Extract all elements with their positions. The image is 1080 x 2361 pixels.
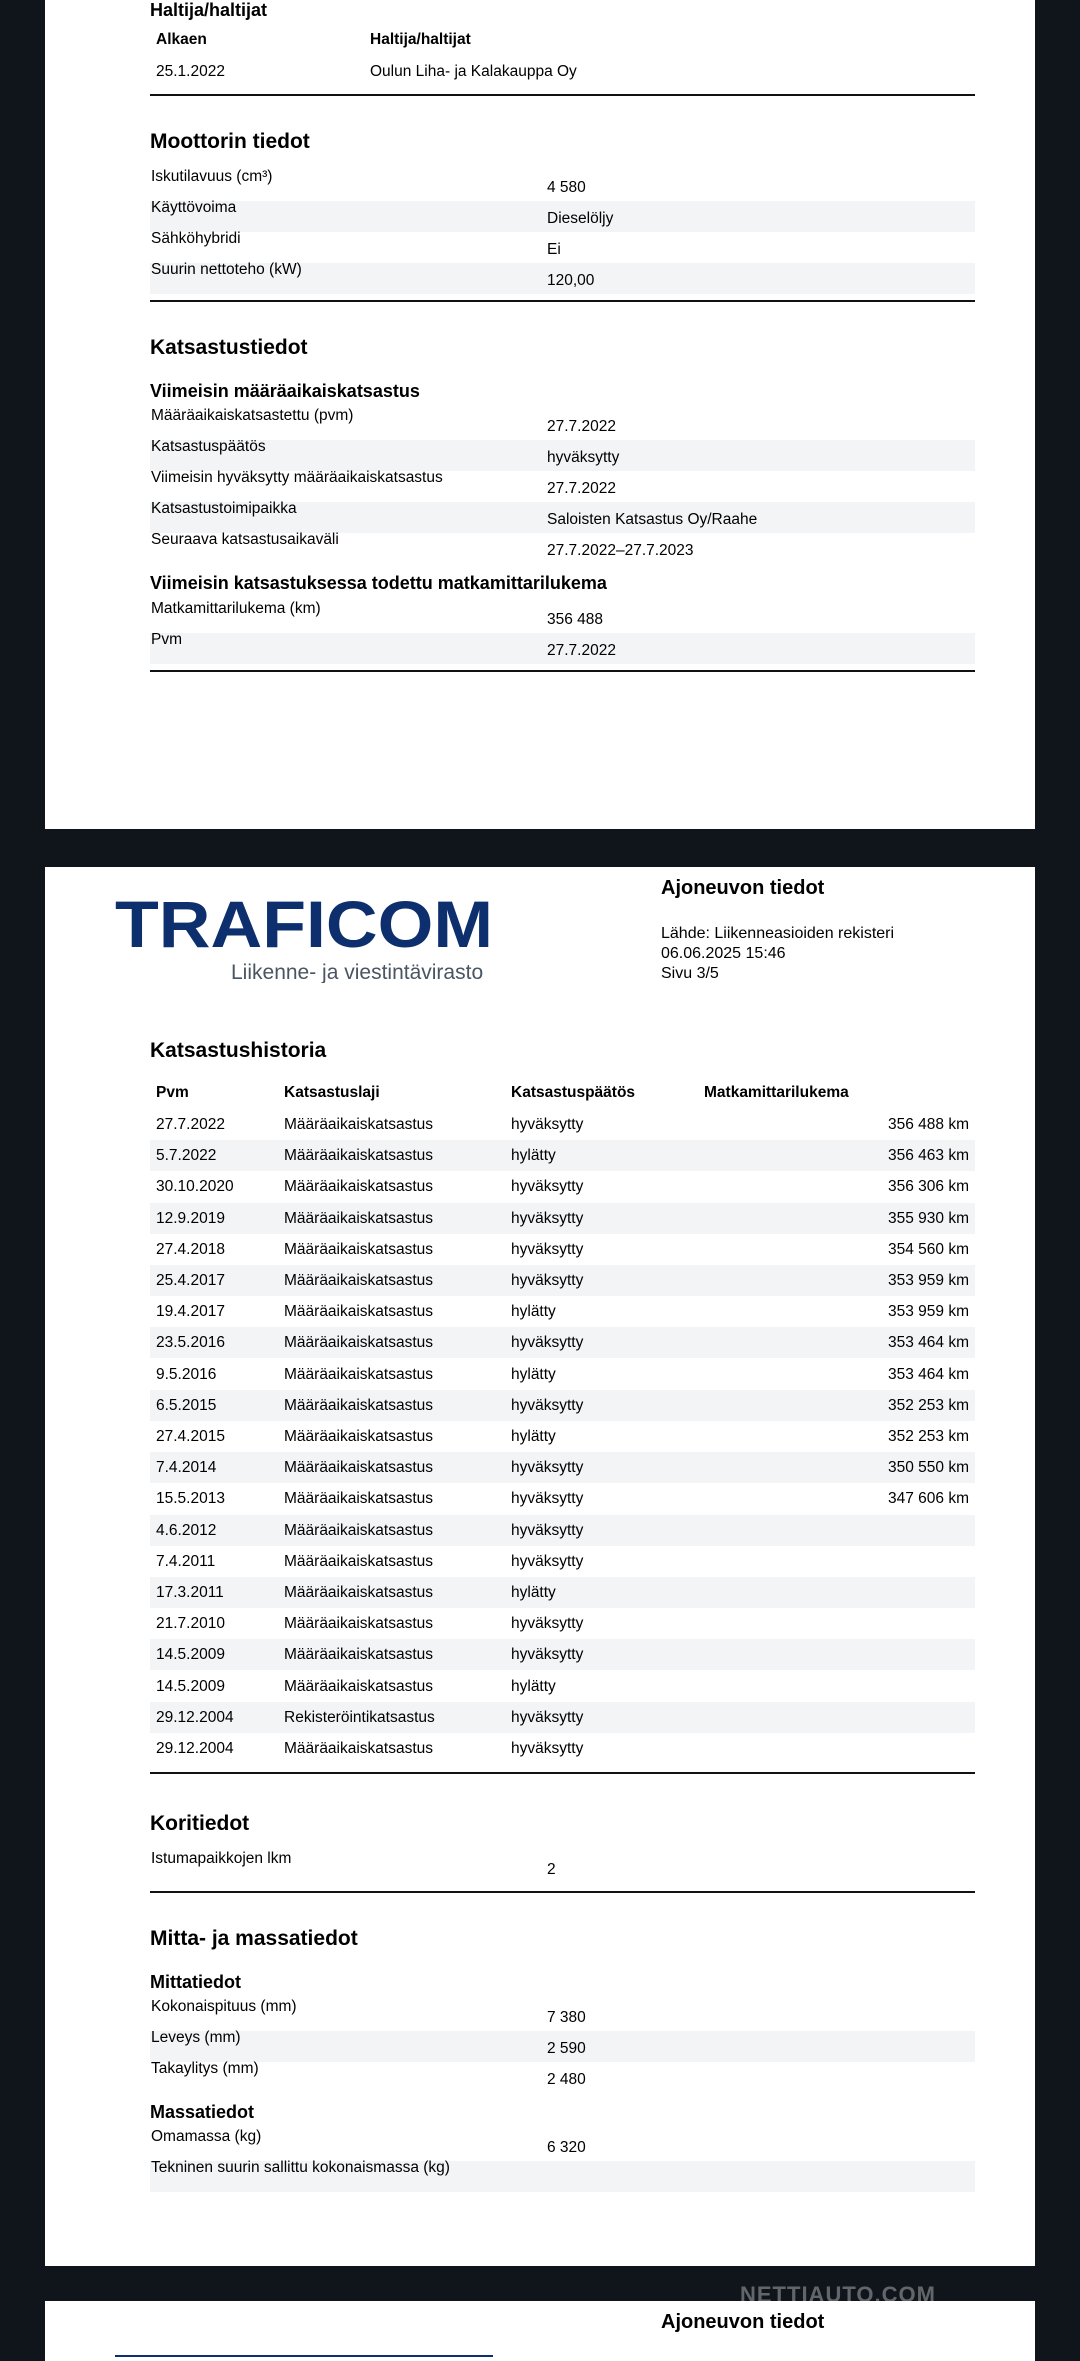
inspection-row [150, 502, 975, 533]
row-result: hyväksytty [511, 1740, 584, 1757]
history-row [150, 1359, 975, 1390]
row-type: Määräaikaiskatsastus [284, 1396, 434, 1414]
document-page-1 [45, 0, 1035, 829]
row-value: 27.7.2022 [547, 480, 616, 497]
inspection-row [150, 471, 975, 502]
row-odometer: 350 550 km [888, 1459, 969, 1477]
traficom-logo [115, 893, 505, 983]
engine-title: Moottorin tiedot [150, 130, 310, 153]
row-label: Kokonaispituus (mm) [151, 1998, 297, 2015]
row-odometer: 356 488 km [888, 1116, 969, 1133]
history-row [150, 1171, 975, 1202]
col-date: Pvm [156, 1084, 189, 1101]
row-result: hyväksytty [511, 1178, 584, 1196]
row-result: hyväksytty [511, 1646, 584, 1664]
inspection-row [150, 533, 975, 564]
history-row [150, 1265, 975, 1296]
row-value: 27.7.2022 [547, 642, 616, 659]
inspection-title: Katsastustiedot [150, 336, 308, 359]
row-type: Määräaikaiskatsastus [284, 1584, 434, 1601]
row-odometer: 353 464 km [888, 1334, 969, 1352]
row-label: Sähköhybridi [151, 230, 241, 247]
row-odometer: 353 959 km [888, 1272, 969, 1289]
row-odometer: 356 463 km [888, 1147, 969, 1165]
history-row [150, 1327, 975, 1358]
engine-row [150, 170, 975, 201]
row-label: Takaylitys (mm) [151, 2060, 259, 2077]
doc-title: Ajoneuvon tiedot [661, 2311, 825, 2333]
row-result: hyväksytty [511, 1615, 584, 1633]
mass-title: Massatiedot [150, 2102, 255, 2122]
doc-datetime: 06.06.2025 15:46 [661, 945, 786, 962]
row-date: 14.5.2009 [156, 1677, 225, 1695]
inspection-row [150, 440, 975, 471]
history-row [150, 1452, 975, 1483]
row-label: Viimeisin hyväksytty määräaikaiskatsastus [151, 469, 443, 486]
row-result: hylätty [511, 1428, 556, 1445]
divider [150, 1772, 975, 1774]
logo-wordmark: TRAFICOM [115, 893, 493, 961]
row-value: 27.7.2022–27.7.2023 [547, 542, 694, 559]
row-result: hyväksytty [511, 1521, 584, 1539]
row-result: hyväksytty [511, 1490, 584, 1508]
latest-inspection-title: Viimeisin määräaikaiskatsastus [150, 381, 420, 401]
odometer-row [150, 602, 975, 633]
divider [150, 1891, 975, 1893]
row-value: hyväksytty [547, 449, 620, 466]
row-date: 17.3.2011 [156, 1584, 224, 1601]
owners-title: Haltija/haltijat [150, 0, 268, 20]
row-result: hylätty [511, 1303, 556, 1321]
row-result: hyväksytty [511, 1272, 584, 1289]
row-date: 14.5.2009 [156, 1646, 225, 1664]
row-odometer: 354 560 km [888, 1240, 969, 1258]
row-type: Määräaikaiskatsastus [284, 1552, 434, 1570]
row-date: 27.7.2022 [156, 1116, 225, 1133]
measure-title: Mittatiedot [150, 1972, 241, 1992]
row-type: Määräaikaiskatsastus [284, 1365, 434, 1383]
row-type: Määräaikaiskatsastus [284, 1646, 434, 1664]
row-label: Iskutilavuus (cm³) [151, 168, 273, 185]
row-odometer: 353 959 km [888, 1303, 969, 1321]
row-value: 2 480 [547, 2071, 586, 2088]
row-date: 29.12.2004 [156, 1740, 234, 1757]
history-row [150, 1577, 975, 1608]
row-odometer: 356 306 km [888, 1178, 969, 1196]
row-label: Käyttövoima [151, 199, 237, 216]
row-value: Dieselöljy [547, 210, 614, 227]
row-result: hylätty [511, 1584, 556, 1601]
measure-row [150, 2062, 975, 2093]
row-date: 21.7.2010 [156, 1615, 225, 1633]
document-page-3 [45, 2301, 1035, 2361]
row-label: Pvm [151, 631, 182, 648]
row-date: 23.5.2016 [156, 1334, 225, 1352]
row-date: 25.4.2017 [156, 1272, 225, 1289]
row-result: hylätty [511, 1677, 556, 1695]
row-value: 27.7.2022 [547, 418, 616, 435]
row-type: Määräaikaiskatsastus [284, 1116, 434, 1133]
history-row [150, 1733, 975, 1764]
row-type: Määräaikaiskatsastus [284, 1521, 434, 1539]
row-label: Omamassa (kg) [151, 2128, 262, 2145]
body-row [150, 1852, 975, 1883]
row-odometer: 355 930 km [888, 1209, 969, 1227]
row-date: 30.10.2020 [156, 1178, 234, 1196]
row-label: Seuraava katsastusaikaväli [151, 531, 339, 548]
row-label: Katsastuspäätös [151, 438, 266, 455]
row-type: Määräaikaiskatsastus [284, 1615, 434, 1633]
row-value: 4 580 [547, 179, 586, 196]
row-value: 2 [547, 1861, 556, 1878]
row-odometer: 353 464 km [888, 1365, 969, 1383]
divider [150, 94, 975, 96]
row-date: 12.9.2019 [156, 1209, 225, 1227]
row-type: Määräaikaiskatsastus [284, 1303, 434, 1321]
row-date: 7.4.2011 [156, 1552, 216, 1570]
logo-subtitle: Liikenne- ja viestintävirasto [231, 961, 484, 983]
history-row [150, 1390, 975, 1421]
col-odometer: Matkamittarilukema [704, 1084, 849, 1101]
row-value: 120,00 [547, 272, 595, 289]
history-row [150, 1296, 975, 1327]
watermark: NETTIAUTO.COM [740, 2282, 936, 2307]
row-date: 27.4.2015 [156, 1428, 225, 1445]
history-row [150, 1421, 975, 1452]
row-result: hyväksytty [511, 1459, 584, 1477]
row-date: 7.4.2014 [156, 1459, 217, 1477]
row-date: 4.6.2012 [156, 1521, 217, 1539]
row-result: hyväksytty [511, 1240, 584, 1258]
history-row [150, 1546, 975, 1577]
row-date: 15.5.2013 [156, 1490, 225, 1508]
history-row [150, 1639, 975, 1670]
history-row [150, 1483, 975, 1514]
dims-title: Mitta- ja massatiedot [150, 1927, 358, 1950]
history-row [150, 1234, 975, 1265]
row-label: Matkamittarilukema (km) [151, 600, 321, 617]
measure-row [150, 2031, 975, 2062]
row-type: Määräaikaiskatsastus [284, 1677, 434, 1695]
row-date: 29.12.2004 [156, 1708, 234, 1726]
row-result: hyväksytty [511, 1334, 584, 1352]
history-title: Katsastushistoria [150, 1039, 327, 1062]
row-label: Istumapaikkojen lkm [151, 1850, 292, 1867]
row-date: 27.4.2018 [156, 1240, 225, 1258]
history-row [150, 1702, 975, 1733]
row-result: hyväksytty [511, 1552, 584, 1570]
col-type: Katsastuslaji [284, 1084, 380, 1101]
row-odometer: 352 253 km [888, 1396, 969, 1414]
row-value: Saloisten Katsastus Oy/Raahe [547, 511, 758, 528]
history-row [150, 1608, 975, 1639]
row-date: 5.7.2022 [156, 1147, 217, 1165]
row-result: hyväksytty [511, 1209, 584, 1227]
row-date: 6.5.2015 [156, 1396, 217, 1414]
row-odometer: 347 606 km [888, 1490, 969, 1508]
row-type: Määräaikaiskatsastus [284, 1334, 434, 1352]
body-title: Koritiedot [150, 1812, 250, 1835]
owners-owner: Oulun Liha- ja Kalakauppa Oy [370, 63, 577, 80]
doc-source: Lähde: Liikenneasioiden rekisteri [661, 925, 895, 942]
row-type: Määräaikaiskatsastus [284, 1490, 434, 1508]
history-row [150, 1109, 975, 1140]
inspection-row [150, 409, 975, 440]
divider [150, 670, 975, 672]
history-row [150, 1671, 975, 1702]
row-label: Tekninen suurin sallittu kokonaismassa (kg) [151, 2159, 450, 2176]
engine-row [150, 201, 975, 232]
row-type: Määräaikaiskatsastus [284, 1240, 434, 1258]
row-value: 7 380 [547, 2009, 586, 2026]
row-value: 356 488 [547, 611, 604, 628]
row-label: Suurin nettoteho (kW) [151, 261, 302, 278]
row-result: hyväksytty [511, 1396, 584, 1414]
document-page-2 [45, 867, 1035, 2266]
row-result: hylätty [511, 1365, 556, 1383]
row-date: 9.5.2016 [156, 1365, 217, 1383]
row-type: Määräaikaiskatsastus [284, 1209, 434, 1227]
row-type: Määräaikaiskatsastus [284, 1147, 434, 1165]
mass-row [150, 2161, 975, 2192]
row-type: Määräaikaiskatsastus [284, 1740, 434, 1757]
doc-page-number: Sivu 3/5 [661, 965, 719, 982]
row-type: Rekisteröintikatsastus [284, 1708, 435, 1726]
engine-row [150, 232, 975, 263]
col-result: Katsastuspäätös [511, 1084, 636, 1101]
divider [150, 300, 975, 302]
row-value: 2 590 [547, 2040, 586, 2057]
odometer-title: Viimeisin katsastuksessa todettu matkamittarilukema [150, 573, 607, 593]
doc-title: Ajoneuvon tiedot [661, 877, 825, 899]
row-value: 6 320 [547, 2139, 586, 2156]
odometer-row [150, 633, 975, 664]
row-result: hyväksytty [511, 1116, 584, 1133]
row-label: Katsastustoimipaikka [151, 500, 297, 517]
row-odometer: 352 253 km [888, 1428, 969, 1445]
row-date: 19.4.2017 [156, 1303, 225, 1321]
history-row [150, 1515, 975, 1546]
owners-col-owner: Haltija/haltijat [370, 31, 471, 48]
owners-row [150, 58, 975, 89]
row-result: hylätty [511, 1147, 556, 1165]
history-row [150, 1203, 975, 1234]
mass-row [150, 2130, 975, 2161]
row-type: Määräaikaiskatsastus [284, 1428, 434, 1445]
row-type: Määräaikaiskatsastus [284, 1272, 434, 1289]
owners-col-from: Alkaen [156, 31, 207, 48]
traficom-logo [115, 2327, 505, 2357]
row-value: Ei [547, 241, 561, 258]
row-label: Leveys (mm) [151, 2029, 241, 2046]
history-row [150, 1140, 975, 1171]
row-type: Määräaikaiskatsastus [284, 1178, 434, 1196]
owners-from: 25.1.2022 [156, 63, 225, 80]
row-result: hyväksytty [511, 1708, 584, 1726]
measure-row [150, 2000, 975, 2031]
engine-row [150, 263, 975, 294]
row-label: Määräaikaiskatsastettu (pvm) [151, 407, 354, 424]
row-type: Määräaikaiskatsastus [284, 1459, 434, 1477]
